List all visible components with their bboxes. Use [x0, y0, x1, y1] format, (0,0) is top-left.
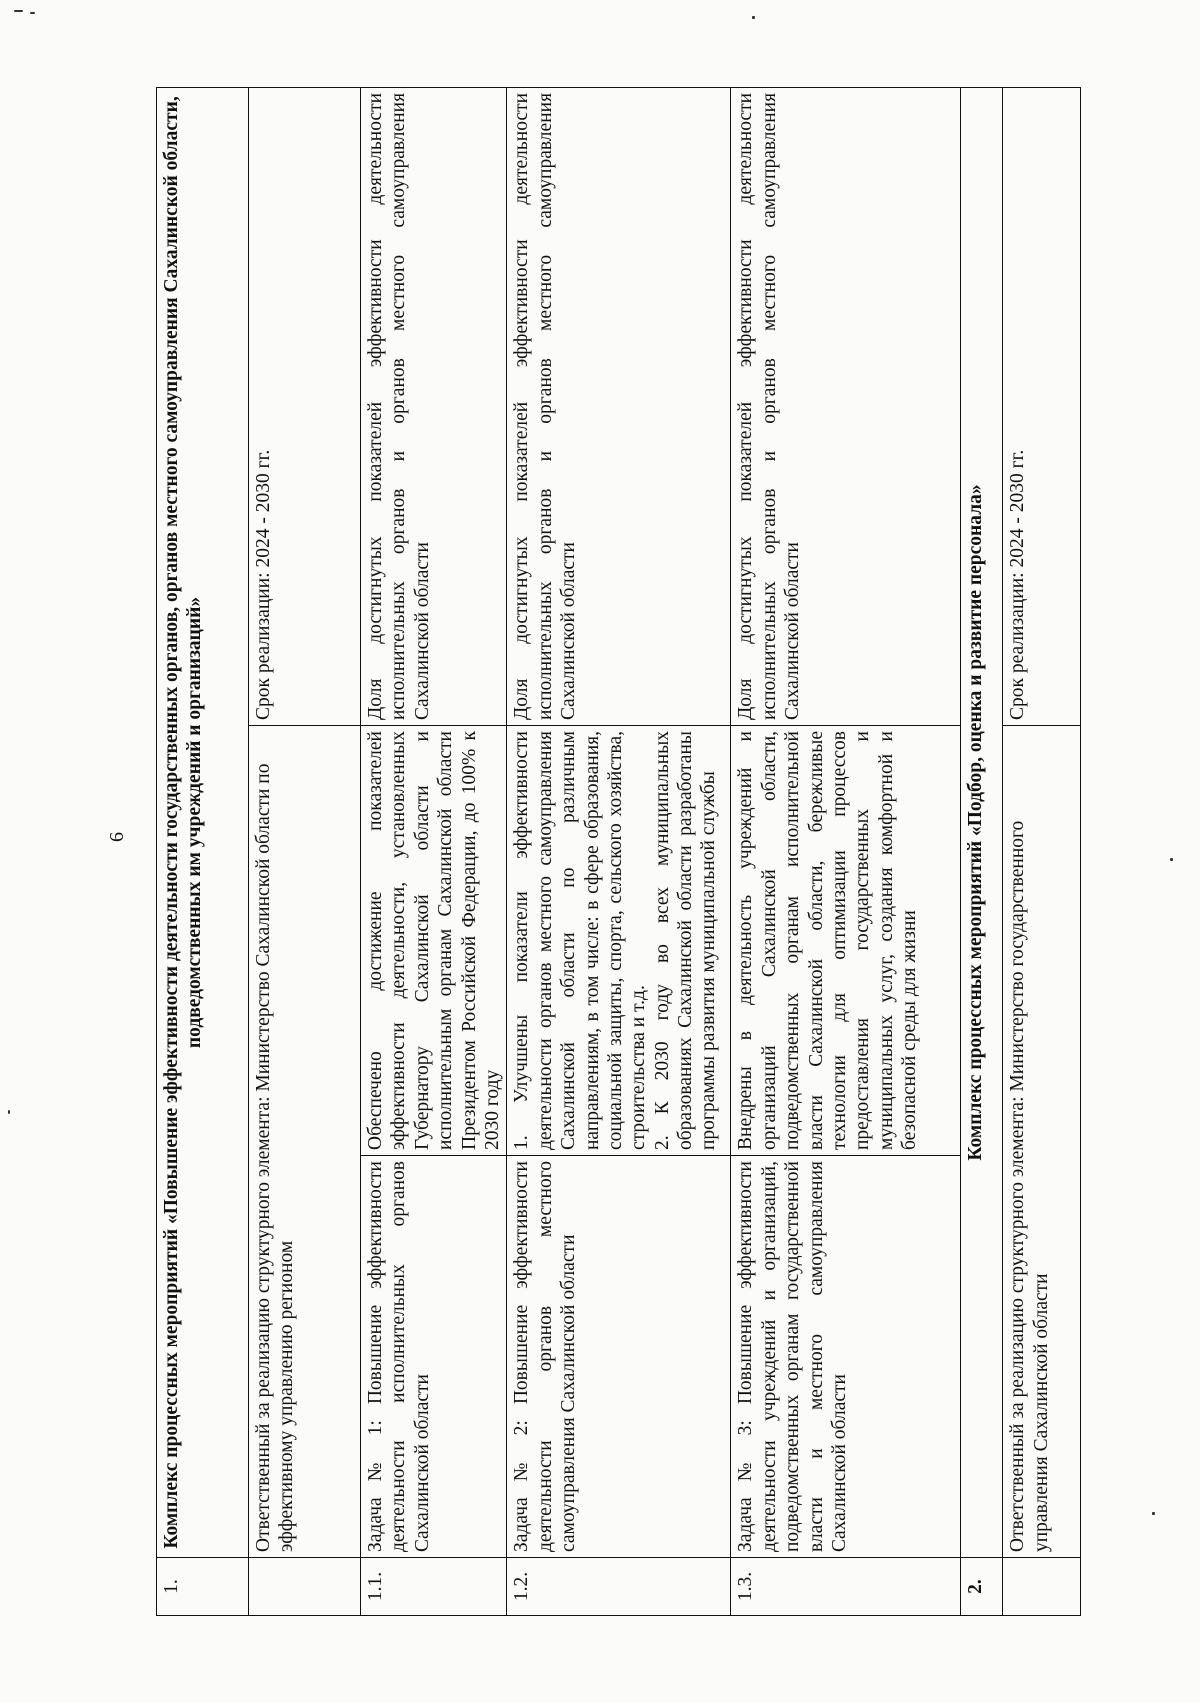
- scan-speck: [752, 16, 755, 19]
- task-1-2-number: 1.2.: [507, 1558, 731, 1616]
- section-1-responsible: Ответственный за реализацию структурного элемента: Министерство Сахалинской области по эффективному управлению регионом: [249, 726, 361, 1558]
- task-1-2-result: [507, 726, 731, 1156]
- task-1-2-indicator: Доля достигнутых показателей эффективности деятельности исполнительных органов и органов местного самоуправления Сахалинской области: [507, 87, 731, 725]
- page-number: 6: [106, 832, 128, 842]
- scan-speck: [14, 10, 23, 12]
- task-row: [507, 87, 731, 1615]
- empty-cell: [1003, 1558, 1081, 1616]
- section-2-responsible-row: [1003, 87, 1081, 1615]
- section-1-title: Комплекс процессных мероприятий «Повышение эффективности деятельности государственных органов, органов местного самоуправления Сахалинской области, подведомственных им учреждений и организаций»: [157, 87, 249, 1557]
- rotated-table-container: [156, 88, 1072, 1616]
- task-1-1-number: 1.1.: [361, 1558, 507, 1616]
- task-row: [361, 87, 507, 1615]
- task-row: [731, 87, 961, 1615]
- measures-table: [156, 87, 1081, 1616]
- task-1-3-number: 1.3.: [731, 1558, 961, 1616]
- task-1-3-result: Внедрены в деятельность учреждений и организаций Сахалинской области, подведомственных органам исполнительной власти Сахалинской области, бережливые технологии для оптимизации процессов предоставления государственных и муниципальных услуг, создания комфортной и безопасной среды для жизни: [731, 726, 961, 1156]
- task-1-3-description: Задача № 3: Повышение эффективности деятельности учреждений и организаций, подведомственных органам государственной власти и местного самоуправления Сахалинской области: [731, 1156, 961, 1558]
- scan-speck: [1152, 1512, 1155, 1515]
- section-2-responsible: Ответственный за реализацию структурного элемента: Министерство государственного управления Сахалинской области: [1003, 726, 1081, 1558]
- section-1-responsible-row: [249, 87, 361, 1615]
- task-1-2-result-item-1: 1. Улучшены показатели эффективности деятельности органов местного самоуправления Сахалинской области по различным направлениям, в том числе: в сфере образования, социальной защиты, спорта, сельского хозяйства, строительства и т.д.: [511, 731, 650, 1150]
- task-1-1-result: Обеспечено достижение показателей эффективности деятельности, установленных Губернатору Сахалинской области и исполнительным органам Сахалинской области Президентом Российской Федерации, до 100% к 2030 году: [361, 726, 507, 1156]
- scan-speck: [30, 12, 35, 14]
- section-2-number: 2.: [961, 1558, 1003, 1616]
- section-1-number: 1.: [157, 1558, 249, 1616]
- task-1-3-indicator: Доля достигнутых показателей эффективности деятельности исполнительных органов и органов местного самоуправления Сахалинской области: [731, 87, 961, 725]
- section-2-period: Срок реализации: 2024 - 2030 гг.: [1003, 87, 1081, 725]
- scan-speck: [8, 1110, 10, 1114]
- task-1-1-indicator: Доля достигнутых показателей эффективности деятельности исполнительных органов и органов местного самоуправления Сахалинской области: [361, 87, 507, 725]
- task-1-2-result-item-2: 2. К 2030 году во всех муниципальных образованиях Сахалинской области разработаны программы развития муниципальной службы: [651, 731, 720, 1150]
- section-1-header-row: [157, 87, 249, 1615]
- section-2-header-row: [961, 87, 1003, 1615]
- section-2-title: Комплекс процессных мероприятий «Подбор, оценка и развитие персонала»: [961, 87, 1003, 1557]
- empty-cell: [249, 1558, 361, 1616]
- task-1-1-description: Задача № 1: Повышение эффективности деятельности исполнительных органов Сахалинской области: [361, 1156, 507, 1558]
- section-1-period: Срок реализации: 2024 - 2030 гг.: [249, 87, 361, 725]
- scan-speck: [1170, 858, 1173, 861]
- task-1-2-description: Задача № 2: Повышение эффективности деятельности органов местного самоуправления Сахалинской области: [507, 1156, 731, 1558]
